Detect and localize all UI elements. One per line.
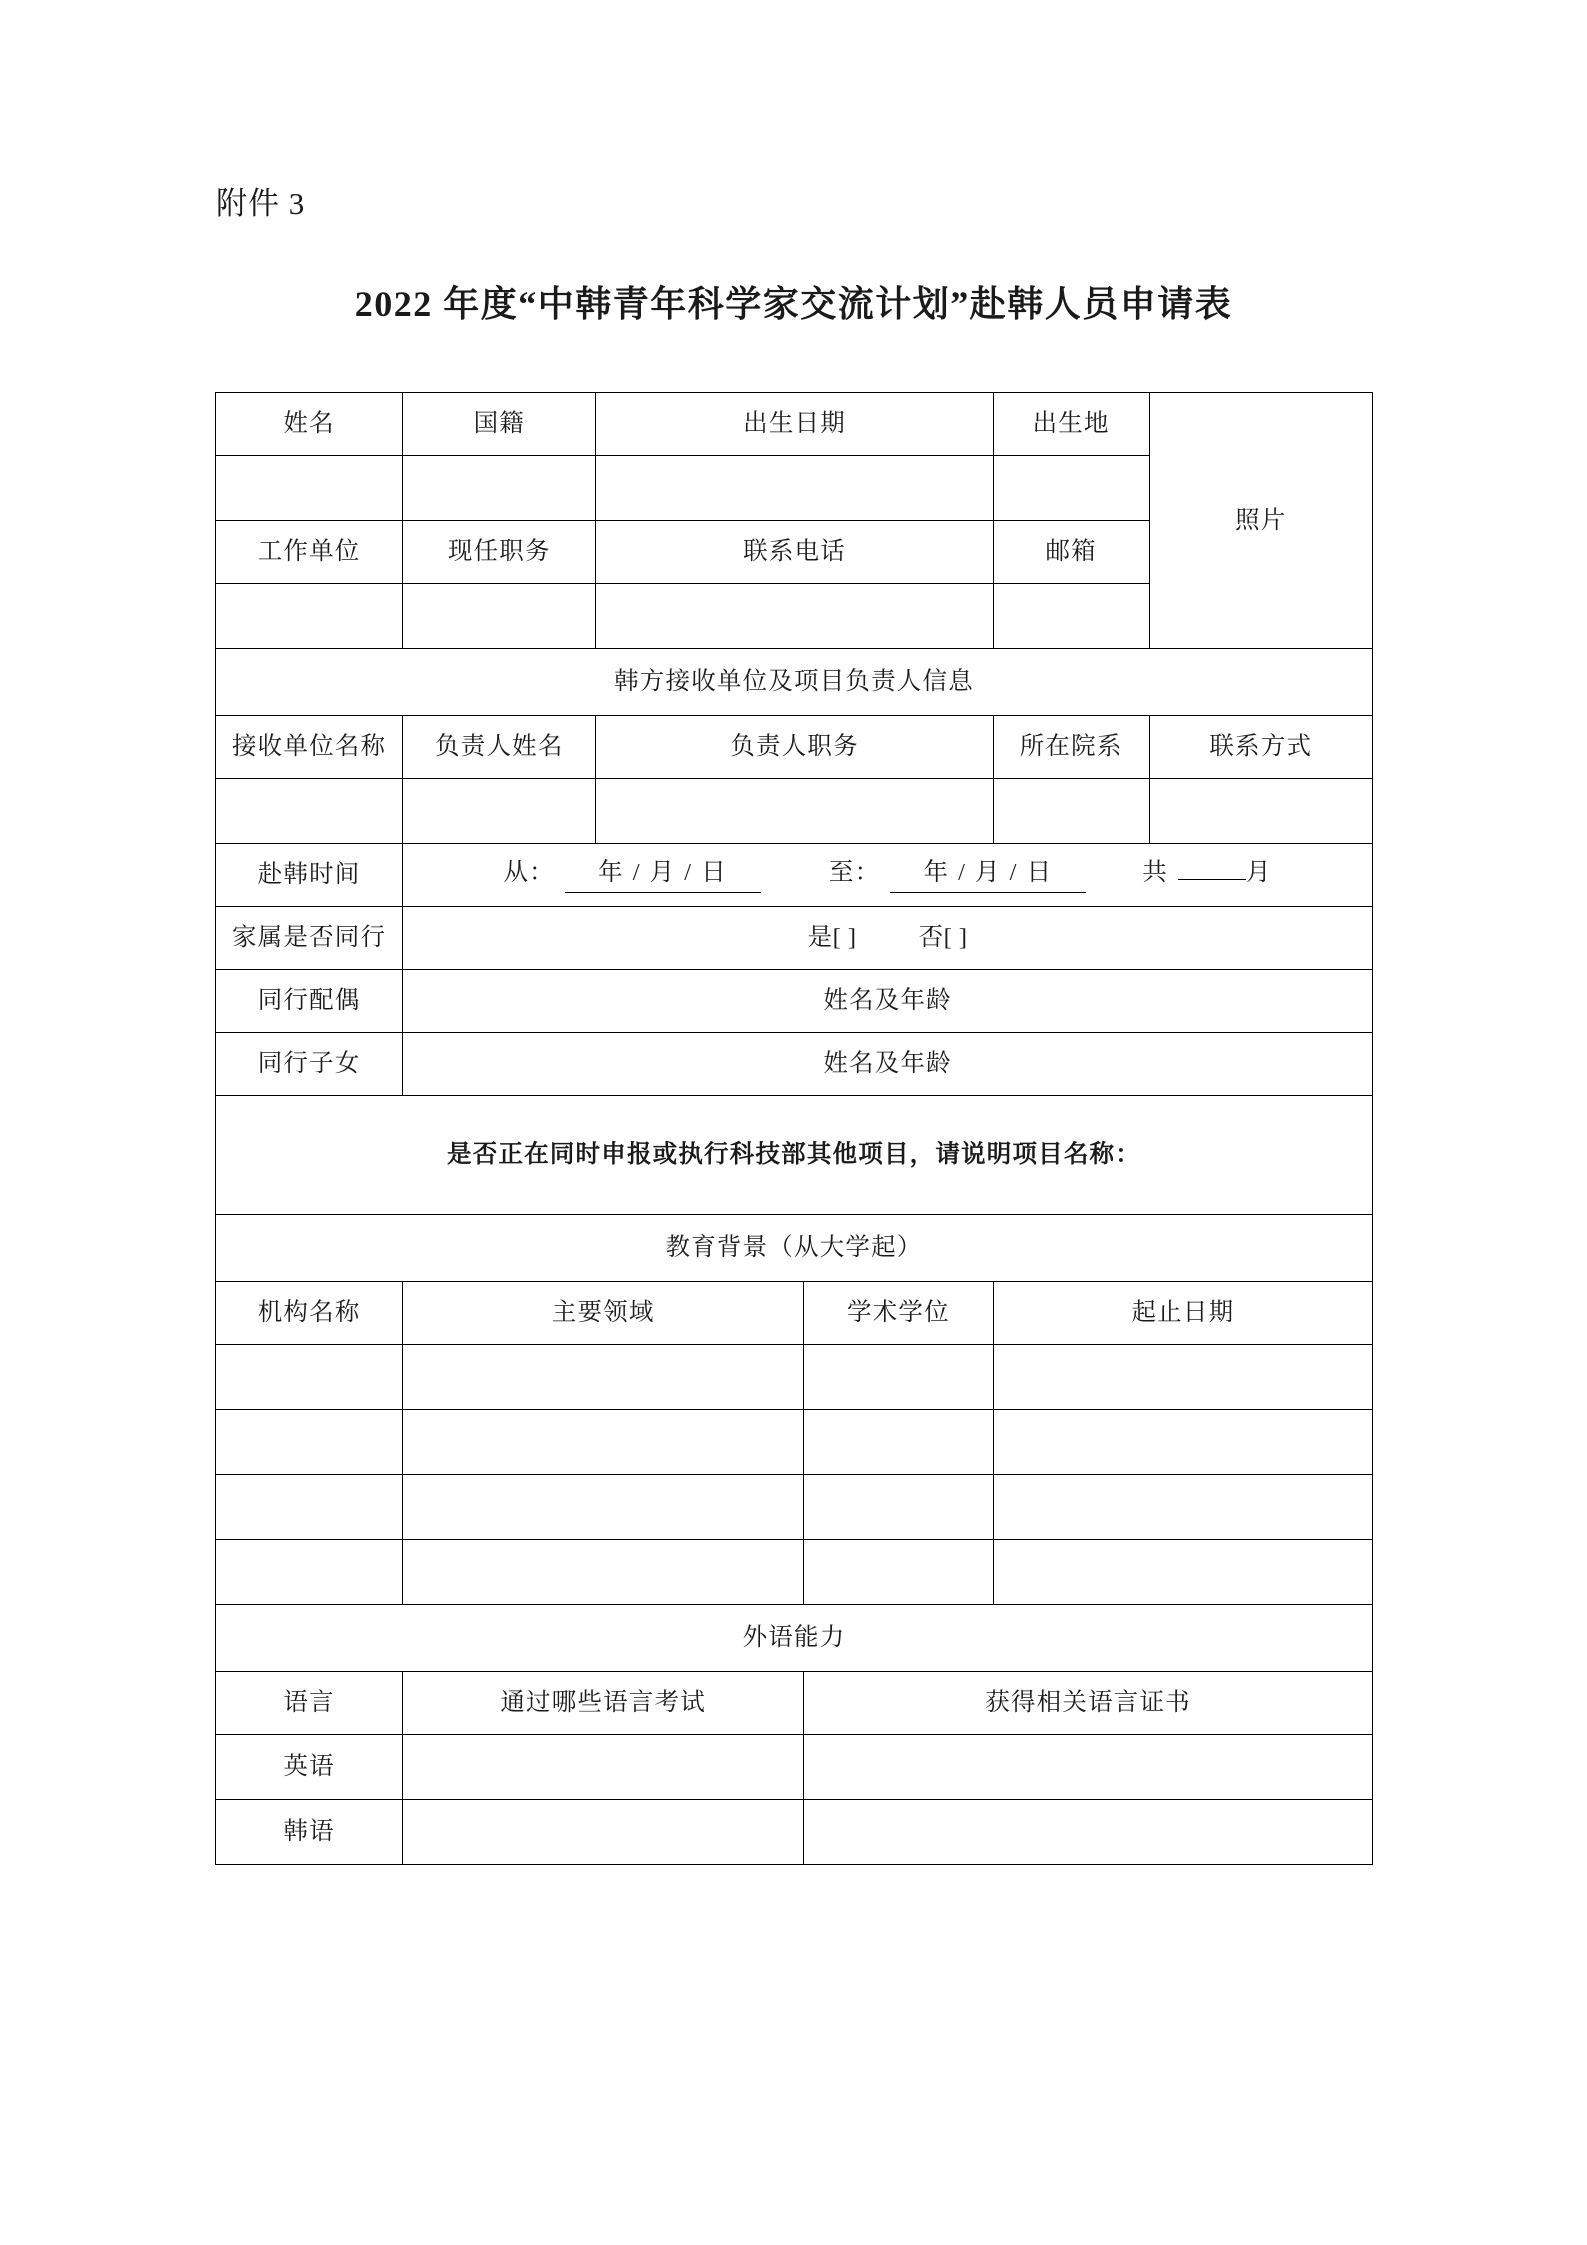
- table-row: [216, 907, 1373, 970]
- field-institution-name[interactable]: [216, 1410, 403, 1475]
- field-host-department[interactable]: [993, 779, 1149, 844]
- page-title: 2022 年度“中韩青年科学家交流计划”赴韩人员申请表: [354, 284, 1233, 324]
- header-nationality: 国籍: [403, 393, 596, 456]
- header-birthplace: 出生地: [993, 393, 1149, 456]
- field-major-field[interactable]: [403, 1410, 804, 1475]
- field-phone[interactable]: [596, 584, 993, 649]
- field-children-name-age[interactable]: 姓名及年龄: [403, 1033, 1373, 1096]
- table-row: [216, 779, 1373, 844]
- field-academic-degree[interactable]: [804, 1345, 994, 1410]
- field-education-dates[interactable]: [993, 1345, 1372, 1410]
- table-row: [216, 1345, 1373, 1410]
- field-institution-name[interactable]: [216, 1475, 403, 1540]
- field-korean-certificates[interactable]: [804, 1800, 1373, 1865]
- header-host-contact-info: 联系方式: [1149, 716, 1372, 779]
- table-row: [216, 1282, 1373, 1345]
- header-host-contact-name: 负责人姓名: [403, 716, 596, 779]
- field-academic-degree[interactable]: [804, 1410, 994, 1475]
- field-host-contact-info[interactable]: [1149, 779, 1372, 844]
- label-children: 同行子女: [216, 1033, 403, 1096]
- label-spouse: 同行配偶: [216, 970, 403, 1033]
- header-institution-name: 机构名称: [216, 1282, 403, 1345]
- field-english-certificates[interactable]: [804, 1735, 1373, 1800]
- table-row: [216, 716, 1373, 779]
- field-spouse-name-age[interactable]: 姓名及年龄: [403, 970, 1373, 1033]
- header-position: 现任职务: [403, 521, 596, 584]
- table-row: [216, 1672, 1373, 1735]
- field-education-dates[interactable]: [993, 1540, 1372, 1605]
- travel-total-label: 共: [1142, 859, 1168, 887]
- header-major-field: 主要领域: [403, 1282, 804, 1345]
- label-travel-period: 赴韩时间: [216, 844, 403, 907]
- header-phone: 联系电话: [596, 521, 993, 584]
- travel-total-input[interactable]: [1178, 876, 1246, 880]
- section-header-education: 教育背景（从大学起）: [216, 1215, 1373, 1282]
- header-education-dates: 起止日期: [993, 1282, 1372, 1345]
- field-english-exams[interactable]: [403, 1735, 804, 1800]
- section-header-language: 外语能力: [216, 1605, 1373, 1672]
- field-nationality[interactable]: [403, 456, 596, 521]
- table-row: [216, 1096, 1373, 1215]
- travel-to-input[interactable]: 年 / 月 / 日: [890, 857, 1086, 893]
- table-row: [216, 1800, 1373, 1865]
- application-form-table: [215, 392, 1373, 1865]
- table-row: [216, 649, 1373, 716]
- table-row: [216, 1215, 1373, 1282]
- family-accompany-cell: [403, 907, 1373, 970]
- field-institution-name[interactable]: [216, 1540, 403, 1605]
- table-row: [216, 1475, 1373, 1540]
- label-family-accompany: 家属是否同行: [216, 907, 403, 970]
- field-academic-degree[interactable]: [804, 1540, 994, 1605]
- table-row: [216, 393, 1373, 456]
- header-work-unit: 工作单位: [216, 521, 403, 584]
- section-header-host-institution: 韩方接收单位及项目负责人信息: [216, 649, 1373, 716]
- table-row: [216, 970, 1373, 1033]
- field-korean-exams[interactable]: [403, 1800, 804, 1865]
- header-host-unit-name: 接收单位名称: [216, 716, 403, 779]
- field-major-field[interactable]: [403, 1345, 804, 1410]
- travel-period-cell: [403, 844, 1373, 907]
- field-name[interactable]: [216, 456, 403, 521]
- travel-to-label: 至：: [828, 859, 881, 887]
- field-academic-degree[interactable]: [804, 1475, 994, 1540]
- field-work-unit[interactable]: [216, 584, 403, 649]
- header-language-exams: 通过哪些语言考试: [403, 1672, 804, 1735]
- question-other-projects[interactable]: 是否正在同时申报或执行科技部其他项目，请说明项目名称：: [216, 1096, 1373, 1215]
- field-major-field[interactable]: [403, 1540, 804, 1605]
- header-host-department: 所在院系: [993, 716, 1149, 779]
- field-host-unit-name[interactable]: [216, 779, 403, 844]
- field-host-contact-position[interactable]: [596, 779, 993, 844]
- header-name: 姓名: [216, 393, 403, 456]
- attachment-label: 附件 3: [216, 186, 306, 221]
- field-education-dates[interactable]: [993, 1475, 1372, 1540]
- table-row: [216, 1033, 1373, 1096]
- field-institution-name[interactable]: [216, 1345, 403, 1410]
- header-birthdate: 出生日期: [596, 393, 993, 456]
- header-host-contact-position: 负责人职务: [596, 716, 993, 779]
- label-language-english: 英语: [216, 1735, 403, 1800]
- header-language-certificates: 获得相关语言证书: [804, 1672, 1373, 1735]
- field-birthdate[interactable]: [596, 456, 993, 521]
- travel-from-input[interactable]: 年 / 月 / 日: [565, 857, 761, 893]
- travel-from-label: 从：: [503, 859, 555, 887]
- field-host-contact-name[interactable]: [403, 779, 596, 844]
- header-email: 邮箱: [993, 521, 1149, 584]
- field-birthplace[interactable]: [993, 456, 1149, 521]
- travel-total-unit: 月: [1246, 859, 1272, 887]
- table-row: [216, 1605, 1373, 1672]
- photo-placeholder: 照片: [1149, 393, 1372, 649]
- header-language: 语言: [216, 1672, 403, 1735]
- table-row: [216, 1410, 1373, 1475]
- field-email[interactable]: [993, 584, 1149, 649]
- table-row: [216, 1540, 1373, 1605]
- checkbox-accompany-no[interactable]: 否[ ]: [918, 924, 968, 952]
- checkbox-accompany-yes[interactable]: 是[ ]: [807, 924, 857, 952]
- header-academic-degree: 学术学位: [804, 1282, 994, 1345]
- label-language-korean: 韩语: [216, 1800, 403, 1865]
- field-education-dates[interactable]: [993, 1410, 1372, 1475]
- field-major-field[interactable]: [403, 1475, 804, 1540]
- field-position[interactable]: [403, 584, 596, 649]
- table-row: [216, 844, 1373, 907]
- table-row: [216, 1735, 1373, 1800]
